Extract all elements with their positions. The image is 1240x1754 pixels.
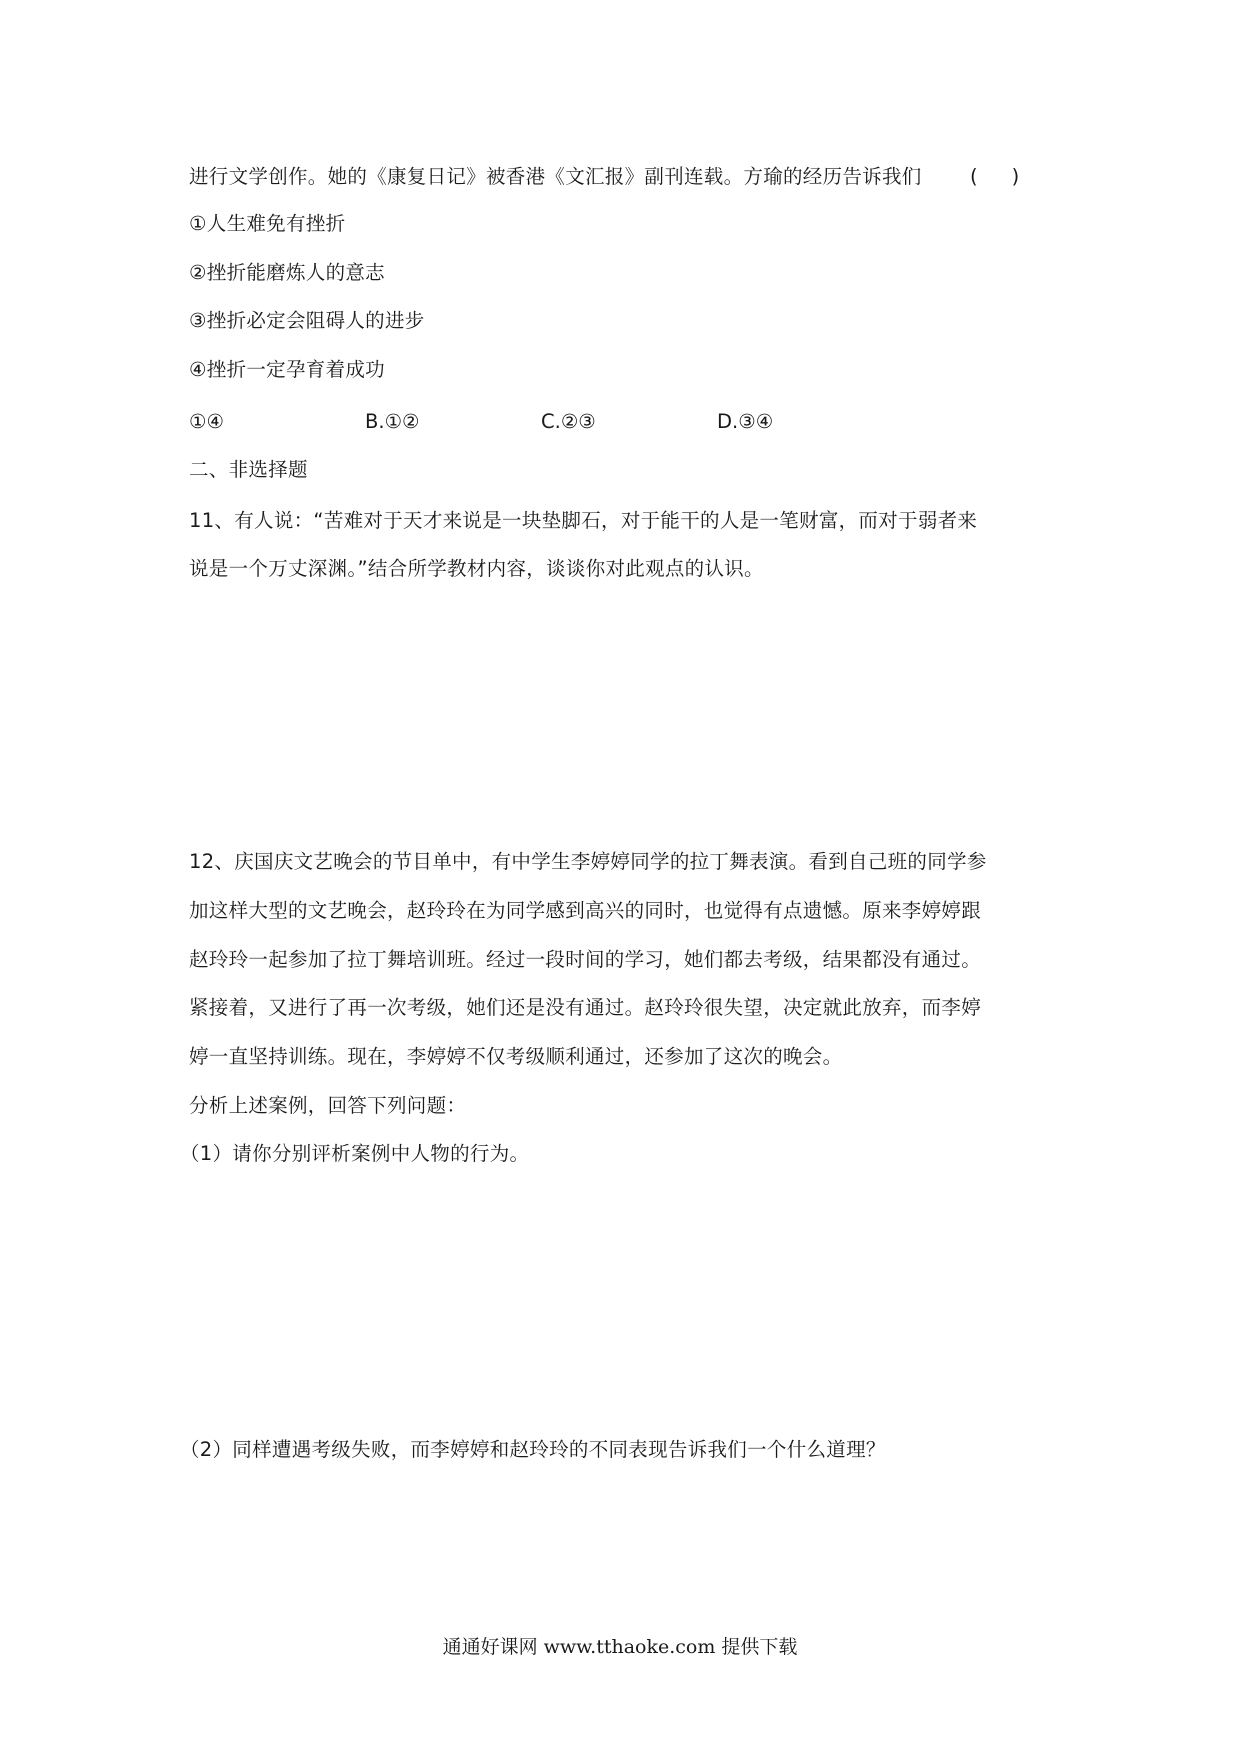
statement-1: ①人生难免有挫折 (189, 212, 346, 235)
question-11-line-2: 说是一个万丈深渊。”结合所学教材内容，谈谈你对此观点的认识。 (189, 557, 764, 580)
question-12-line-5: 婷一直坚持训练。现在，李婷婷不仅考级顺利通过，还参加了这次的晚会。 (189, 1045, 843, 1068)
question-12-line-4: 紧接着，又进行了再一次考级，她们还是没有通过。赵玲玲很失望，决定就此放弃，而李婷 (189, 996, 982, 1019)
question-10-intro: 进行文学创作。她的《康复日记》被香港《文汇报》副刊连载。方瑜的经历告诉我们 (189, 165, 922, 188)
option-c: C.②③ (541, 410, 596, 433)
paren-close: ) (1011, 165, 1020, 188)
question-12-line-1: 12、庆国庆文艺晚会的节目单中，有中学生李婷婷同学的拉丁舞表演。看到自己班的同学参 (189, 850, 987, 873)
question-12-line-2: 加这样大型的文艺晚会，赵玲玲在为同学感到高兴的同时，也觉得有点遗憾。原来李婷婷跟 (189, 899, 982, 922)
section-2-title: 二、非选择题 (189, 458, 308, 481)
statement-2: ②挫折能磨炼人的意志 (189, 261, 385, 284)
answer-parentheses (970, 165, 1019, 188)
paren-open: ( (970, 165, 978, 188)
question-12-line-3: 赵玲玲一起参加了拉丁舞培训班。经过一段时间的学习，她们都去考级，结果都没有通过。 (189, 948, 982, 971)
statement-3: ③挫折必定会阻碍人的进步 (189, 309, 425, 332)
sub-question-2: （2）同样遭遇考级失败，而李婷婷和赵玲玲的不同表现告诉我们一个什么道理？ (180, 1438, 886, 1461)
footer-credit: 通通好课网 www.tthaoke.com 提供下载 (442, 1636, 798, 1658)
analysis-prompt: 分析上述案例，回答下列问题： (189, 1094, 467, 1117)
option-a: ①④ (189, 410, 224, 433)
statement-4: ④挫折一定孕育着成功 (189, 358, 385, 381)
question-11-line-1: 11、有人说：“苦难对于天才来说是一块垫脚石，对于能干的人是一笔财富，而对于弱者来 (189, 509, 978, 532)
sub-question-1: （1）请你分别评析案例中人物的行为。 (180, 1142, 530, 1165)
option-b: B.①② (365, 410, 420, 433)
option-d: D.③④ (717, 410, 774, 433)
